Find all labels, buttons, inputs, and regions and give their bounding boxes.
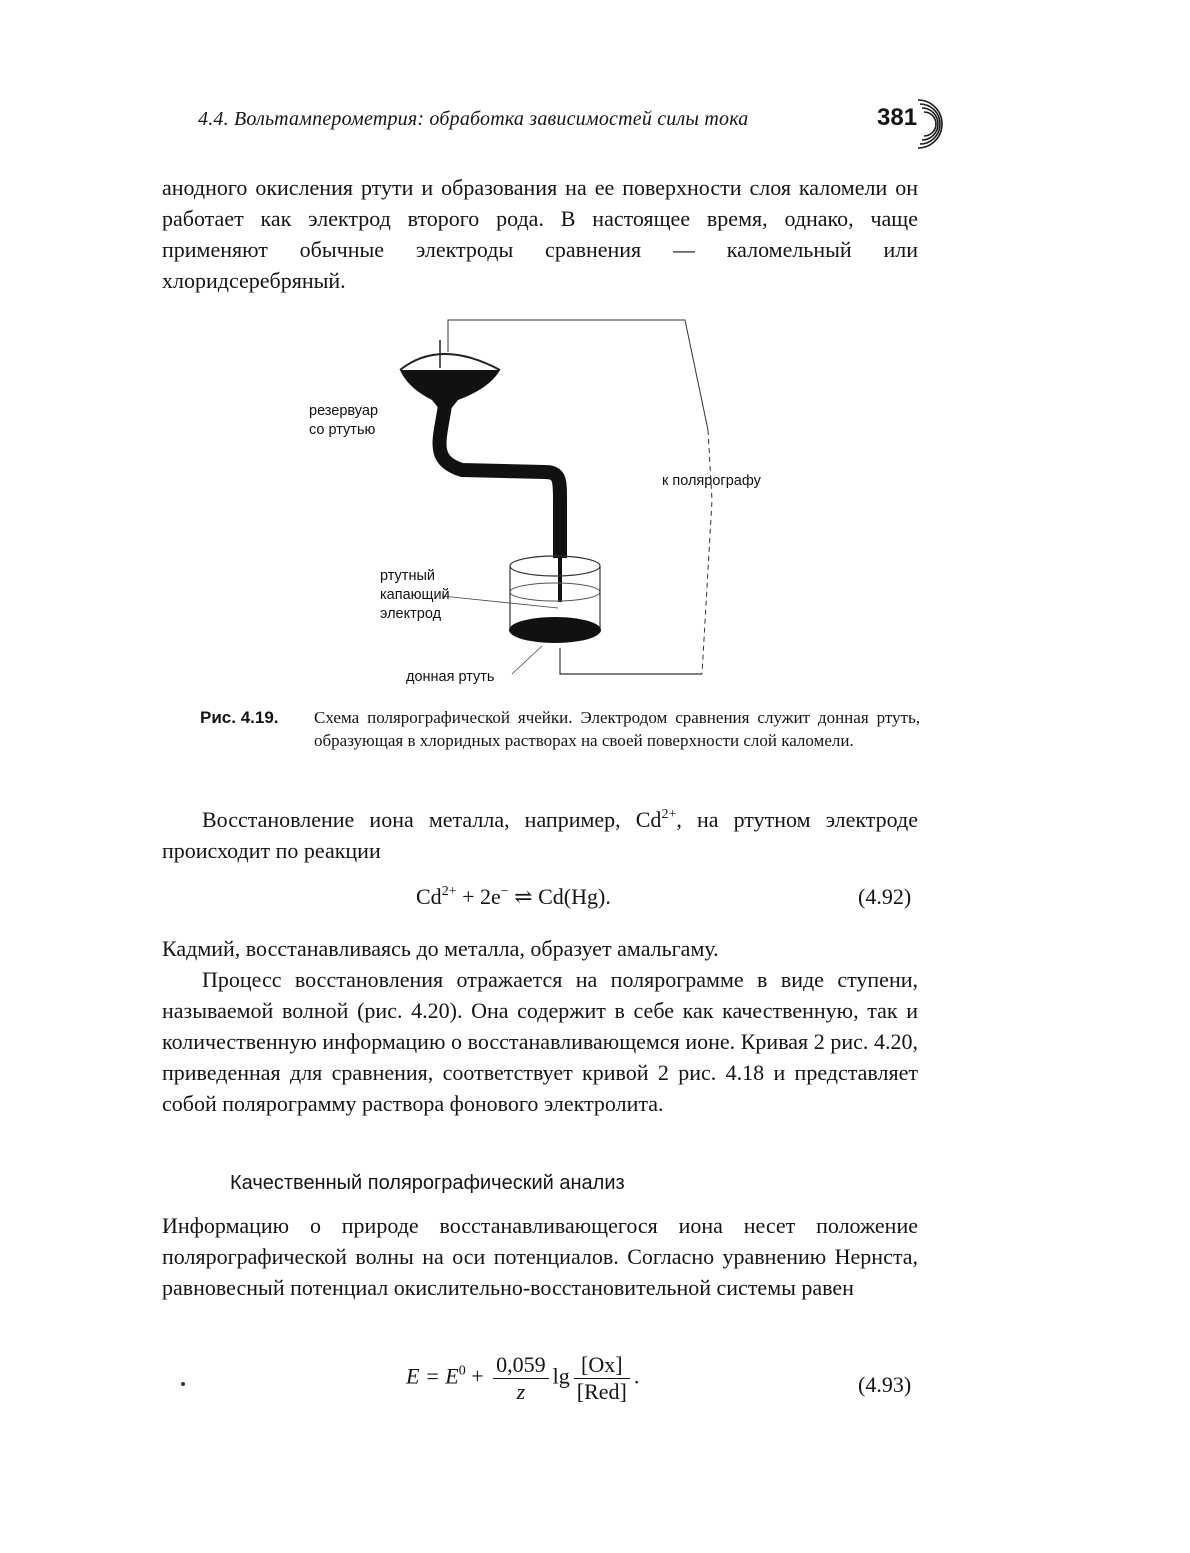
page-number: 381 [877, 104, 918, 131]
eq1-middle: + 2e [456, 884, 501, 909]
paragraph-nernst: Информацию о природе восстанавливающегося иона несет положение полярографической волны на оси потенциалов. Согласно уравнению Нернста, равновесный потенциал окислительно-восстановительной системы равен [162, 1213, 918, 1300]
solution-surface [510, 583, 600, 601]
eq1-cd-sup: 2+ [441, 884, 457, 899]
eq2-end: . [633, 1363, 640, 1389]
label-electrode-2: капающий [380, 587, 450, 603]
running-title: 4.4. Вольтамперометрия: обработка зависимостей силы тока [198, 108, 749, 130]
paragraph-intro: анодного окисления ртути и образования на ее поверхности слоя каломели он работает как электрод второго рода. В настоящее время, однако, чаще применяют обычные электроды сравнения — каломельный или хлоридсеребряный. [162, 175, 918, 293]
label-electrode-3: электрод [380, 606, 442, 622]
eq1-product: Cd(Hg). [538, 884, 611, 909]
eq1-e-sup: − [500, 884, 509, 899]
beaker-rim [510, 556, 600, 576]
eq2-fraction-coef [493, 1352, 549, 1405]
label-bottom-mercury: донная ртуть [406, 669, 495, 685]
label-polarograph: к полярографу [662, 473, 761, 489]
section-title: Качественный полярографический анализ [230, 1172, 625, 1194]
reservoir-outline [400, 354, 500, 370]
leader-bottom-mercury [512, 646, 542, 674]
caption-number: Рис. 4.19. [200, 708, 279, 727]
label-reservoir-2: со ртутью [309, 422, 376, 438]
equation-number-4-93: (4.93) [858, 1372, 912, 1397]
wire-dashed [702, 430, 712, 674]
label-reservoir-1: резервуар [309, 403, 379, 419]
page-corner-arcs-icon [896, 94, 948, 154]
eq2-fraction-conc [574, 1352, 630, 1405]
equation-4-93 [406, 1352, 639, 1405]
equation-number-4-92: (4.92) [858, 884, 912, 909]
paragraph-wave: Процесс восстановления отражается на полярограмме в виде ступени, называемой волной (рис. 4.20). Она содержит в себе как качественную, так и количественную информацию о восстанавливающемся ионе. Кривая 2 рис. 4.20, приведенная для сравнения, соответствует кривой 2 рис. 4.18 и представляет собой полярограмму раствора фонового электролита. [162, 967, 918, 1116]
paragraph-cadmium: Кадмий, восстанавливаясь до металла, образует амальгаму. [162, 936, 719, 961]
figure-caption [200, 706, 920, 752]
capillary-tube [439, 405, 560, 558]
paragraph-reduction [162, 804, 918, 866]
caption-text: Схема полярографической ячейки. Электродом сравнения служит донная ртуть, образующая в хлоридных растворах на своей поверхности слой каломели. [314, 708, 920, 750]
eq2-plus: + [465, 1363, 490, 1389]
paragraph-reduction-a: Восстановление иона металла, например, Cd [202, 807, 662, 832]
eq1-arrow: ⇌ [508, 884, 539, 909]
stray-dot [181, 1382, 185, 1386]
eq2-e-sup: 0 [458, 1363, 466, 1379]
polarographic-cell-figure [290, 310, 810, 700]
eq2-ox: [Ox] [574, 1352, 630, 1379]
paragraph-reduction-sup: 2+ [661, 807, 677, 822]
eq2-lg: lg [552, 1363, 570, 1389]
reservoir-mercury [400, 370, 500, 410]
wire-bottom [560, 648, 702, 674]
eq2-red: [Red] [576, 1379, 627, 1404]
eq2-denominator: z [516, 1379, 526, 1404]
label-electrode-1: ртутный [380, 568, 435, 584]
paragraph-reduction-b: , на ртутном электроде происходит по реакции [162, 807, 918, 863]
eq2-numerator: 0,059 [493, 1352, 549, 1379]
leader-electrode [442, 596, 558, 608]
eq2-lhs: E = E [406, 1363, 459, 1389]
bottom-mercury-pool [509, 617, 601, 643]
equation-4-92 [416, 884, 611, 910]
eq1-cd: Cd [416, 884, 442, 909]
